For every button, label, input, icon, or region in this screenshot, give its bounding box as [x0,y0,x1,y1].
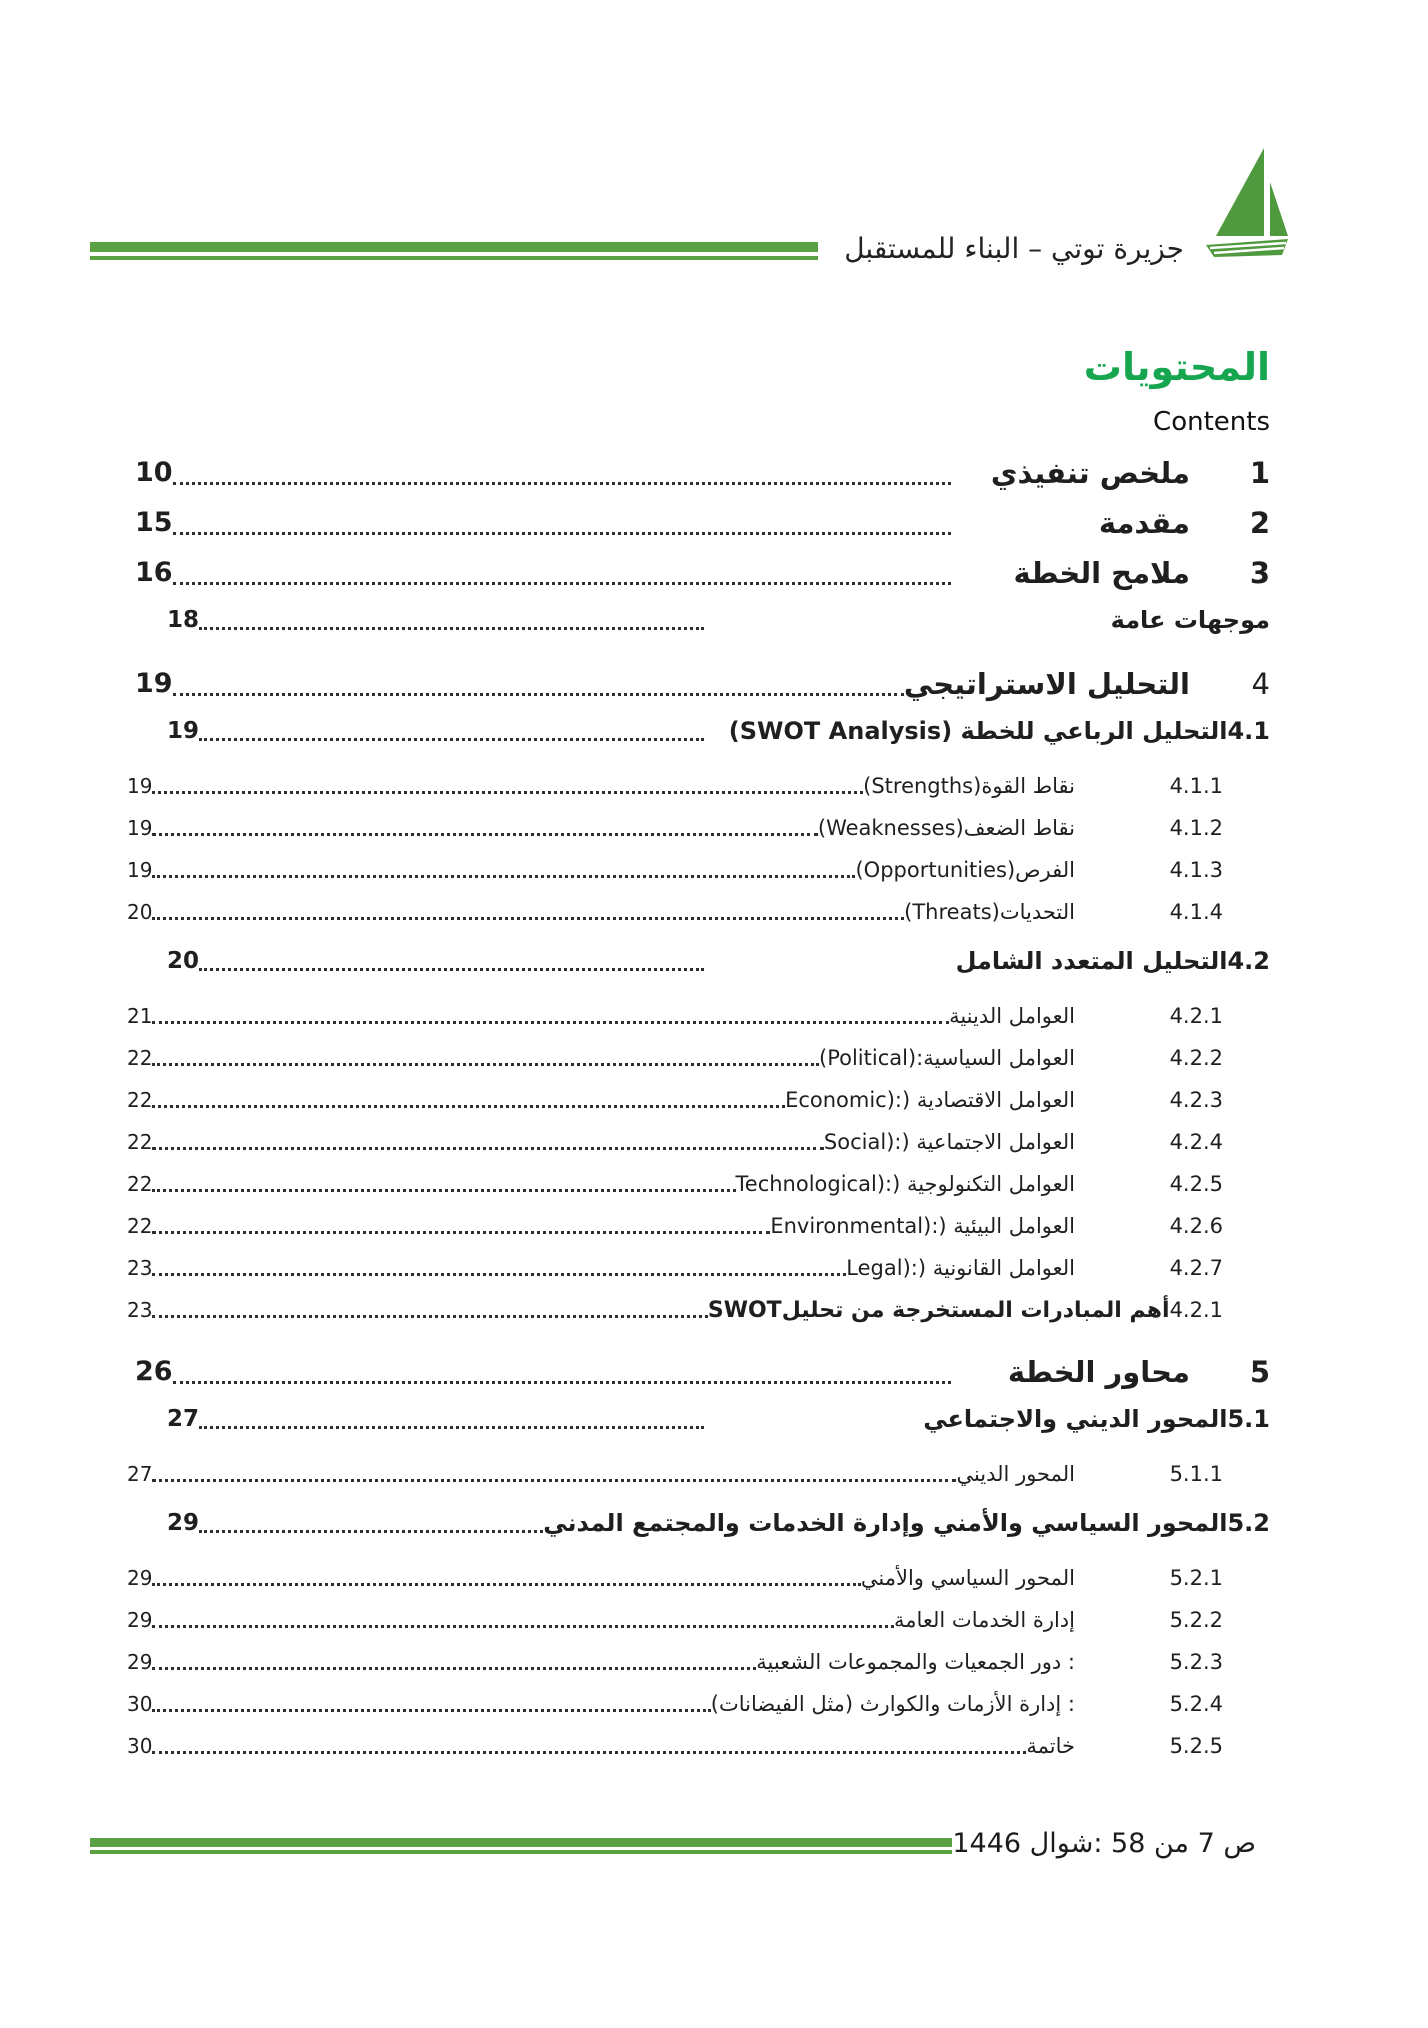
toc-entry-title[interactable]: موجهات عامة [1110,606,1270,634]
toc-row[interactable] [105,857,1270,884]
dotted-leader [152,871,855,878]
toc-entry-page[interactable]: 19 [127,858,153,882]
toc-entry-page[interactable]: 29 [127,1608,153,1632]
toc-entry-number: 5 [1249,1355,1270,1389]
dotted-leader [152,1101,785,1108]
footer-page-info: ص 7 من 58 :شوال 1446 [952,1828,1256,1859]
toc-entry-title[interactable]: العوامل البيئية (:(Environmental [770,1214,1075,1238]
footer-rule-thick [90,1838,952,1847]
brand-text: جزيرة توتي – البناء للمستقبل [844,232,1184,265]
dotted-leader [152,1017,949,1024]
dotted-leader [152,1311,707,1318]
toc-entry-title[interactable]: مقدمة [1098,506,1190,540]
dotted-leader [152,1579,860,1586]
toc-entry-number: 4.2.6 [1169,1214,1223,1238]
toc-entry-title[interactable]: 5.1المحور الديني والاجتماعي [923,1405,1270,1433]
dotted-leader [152,1143,823,1150]
dotted-leader [199,1422,704,1429]
toc-entry-page[interactable]: 29 [127,1650,153,1674]
toc-row[interactable] [105,1691,1270,1718]
toc-row[interactable] [105,1607,1270,1634]
toc-entry-number: 5.2.2 [1169,1608,1223,1632]
footer-rule-thin [90,1850,952,1854]
toc-entry-title[interactable]: المحور السياسي والأمني [860,1566,1075,1590]
toc-entry-page[interactable]: 22 [127,1172,153,1196]
toc-row[interactable] [105,666,1270,702]
toc-entry-page[interactable]: 20 [127,900,153,924]
toc-row[interactable] [105,1733,1270,1760]
toc-entry-number: 1 [1249,456,1270,490]
toc-entry-page[interactable]: 22 [127,1046,153,1070]
dotted-leader [152,1059,819,1066]
toc-entry-page[interactable]: 19 [167,718,200,744]
toc-entry-title[interactable]: التحديات(Threats) [904,900,1075,924]
dotted-leader [199,1526,543,1533]
toc-entry-page[interactable]: 29 [167,1510,200,1536]
toc-entry-title[interactable]: ملامح الخطة [1013,556,1190,590]
dotted-leader [152,787,863,794]
toc-row[interactable] [105,1129,1270,1156]
sailboat-icon [1206,148,1288,266]
toc-row[interactable] [105,605,1270,636]
dotted-leader [173,478,951,485]
toc-entry-number: 5.2.1 [1169,1566,1223,1590]
toc-row[interactable] [105,1045,1270,1072]
toc-row[interactable] [105,815,1270,842]
toc-entry-title[interactable]: : دور الجمعيات والمجموعات الشعبية [756,1650,1075,1674]
toc-entry-title[interactable]: المحور الديني [956,1462,1075,1486]
header-rule [90,242,818,260]
toc-row[interactable] [105,899,1270,926]
page-header [0,0,1428,265]
toc-entry-number: 4.2.3 [1169,1088,1223,1112]
toc-row[interactable] [105,1297,1270,1324]
toc-entry-number: 4.1.3 [1169,858,1223,882]
toc-entry-page[interactable]: 26 [135,1356,173,1387]
toc-entry-number: 3 [1249,556,1270,590]
dotted-leader [173,528,951,535]
toc-entry-page[interactable]: 30 [127,1692,153,1716]
header-rule-thick [90,242,818,252]
dotted-leader [173,578,951,585]
toc-row[interactable] [105,555,1270,591]
toc-row[interactable] [105,455,1270,491]
toc-entry-number: 4.2.4 [1169,1130,1223,1154]
dotted-leader [152,1475,956,1482]
toc-row[interactable] [105,1003,1270,1030]
toc-row[interactable] [105,1255,1270,1282]
toc-row[interactable] [105,716,1270,747]
toc-entry-title[interactable]: العوامل الاقتصادية (:(Economic [785,1088,1075,1112]
toc-entry-number: 5.2.3 [1169,1650,1223,1674]
toc-entry-page[interactable]: 10 [135,457,173,488]
toc-entry-title[interactable]: أهم المبادرات المستخرجة من تحليلSWOT [707,1298,1170,1323]
dotted-leader [173,1377,951,1384]
toc-row[interactable] [105,1565,1270,1592]
toc-row[interactable] [105,773,1270,800]
toc-row[interactable] [105,1404,1270,1435]
toc-entry-page[interactable]: 18 [167,607,200,633]
toc-row[interactable] [105,1171,1270,1198]
toc-entry-title[interactable]: 5.2المحور السياسي والأمني وإدارة الخدمات والمجتمع المدني [543,1509,1270,1537]
toc-entry-page[interactable]: 15 [135,507,173,538]
toc-entry-number: 4 [1251,667,1270,701]
dotted-leader [152,1621,894,1628]
dotted-leader [152,1185,735,1192]
page-title: المحتويات [1083,345,1270,389]
toc-entry-number: 5.2.4 [1169,1692,1223,1716]
toc-entry-title[interactable]: العوامل السياسية:(Political) [819,1046,1075,1070]
toc-row[interactable] [105,505,1270,541]
toc-entry-title[interactable]: العوامل الاجتماعية (:(Social [823,1130,1075,1154]
dotted-leader [199,964,704,971]
toc-entry-page[interactable]: 19 [135,668,173,699]
toc-entry-page[interactable]: 27 [167,1406,200,1432]
toc-entry-page[interactable]: 19 [127,774,153,798]
toc-entry-title[interactable]: : إدارة الأزمات والكوارث (مثل الفيضانات) [710,1692,1075,1716]
toc-row[interactable] [105,1213,1270,1240]
dotted-leader [199,623,704,630]
toc-entry-page[interactable]: 22 [127,1130,153,1154]
page-footer [0,1828,1428,1859]
toc-entry-page[interactable]: 21 [127,1004,153,1028]
toc-row[interactable] [105,946,1270,977]
toc-entry-number: 2 [1249,506,1270,540]
toc-entry-page[interactable]: 16 [135,557,173,588]
toc-entry-number: 5.1.1 [1169,1462,1223,1486]
toc-entry-title[interactable]: نقاط الضعف(Weaknesses) [817,816,1075,840]
dotted-leader [199,734,704,741]
toc-entry-title[interactable]: العوامل التكنولوجية (:(Technological [735,1172,1075,1196]
header-rule-thin [90,256,818,260]
toc-entry-number: 4.2.5 [1169,1172,1223,1196]
toc-entry-title[interactable]: العوامل القانونية (:(Legal [846,1256,1075,1280]
dotted-leader [152,1227,770,1234]
dotted-leader [152,1705,710,1712]
toc-entry-title[interactable]: 4.1التحليل الرباعي للخطة (SWOT Analysis) [728,717,1270,745]
contents-subtitle: Contents [1153,407,1270,437]
toc-entry-title[interactable]: خاتمة [1026,1734,1075,1758]
toc-entry-page[interactable]: 29 [127,1566,153,1590]
toc-row[interactable] [105,1461,1270,1488]
toc-entry-title[interactable]: محاور الخطة [1007,1355,1190,1389]
toc-entry-number: 4.2.7 [1169,1256,1223,1280]
toc-entry-title[interactable]: العوامل الدينية [949,1004,1075,1028]
toc-entry-number: 4.1.1 [1169,774,1223,798]
toc-entry-title[interactable]: 4.2التحليل المتعدد الشامل [955,947,1270,975]
toc-entry-page[interactable]: 19 [127,816,153,840]
dotted-leader [173,689,904,696]
toc-entry-page[interactable]: 23 [127,1298,153,1322]
toc-entry-number: 4.1.4 [1169,900,1223,924]
dotted-leader [152,829,817,836]
footer-rule [90,1838,952,1854]
toc-entry-title[interactable]: ملخص تنفيذي [990,456,1190,490]
toc-entry-page[interactable]: 22 [127,1088,153,1112]
dotted-leader [152,1747,1026,1754]
toc [105,455,1270,1760]
toc-entry-number: 4.1.2 [1169,816,1223,840]
toc-entry-title[interactable]: إدارة الخدمات العامة [893,1608,1075,1632]
toc-entry-page[interactable]: 23 [127,1256,153,1280]
toc-row[interactable] [105,1087,1270,1114]
toc-entry-page[interactable]: 30 [127,1734,153,1758]
toc-entry-title[interactable]: التحليل الاستراتيجي [903,667,1190,701]
toc-entry-number: 4.2.1 [1169,1298,1223,1322]
toc-row[interactable] [105,1649,1270,1676]
toc-entry-number: 5.2.5 [1169,1734,1223,1758]
toc-row[interactable] [105,1508,1270,1539]
toc-row[interactable] [105,1354,1270,1390]
dotted-leader [152,1269,846,1276]
dotted-leader [152,913,904,920]
toc-entry-title[interactable]: الفرص(Opportunities) [855,858,1075,882]
toc-entry-page[interactable]: 22 [127,1214,153,1238]
toc-entry-page[interactable]: 20 [167,948,200,974]
toc-entry-number: 4.2.2 [1169,1046,1223,1070]
toc-entry-title[interactable]: نقاط القوة(Strengths) [863,774,1075,798]
toc-entry-number: 4.2.1 [1169,1004,1223,1028]
toc-entry-page[interactable]: 27 [127,1462,153,1486]
dotted-leader [152,1663,756,1670]
toc-page-body [0,345,1428,1760]
